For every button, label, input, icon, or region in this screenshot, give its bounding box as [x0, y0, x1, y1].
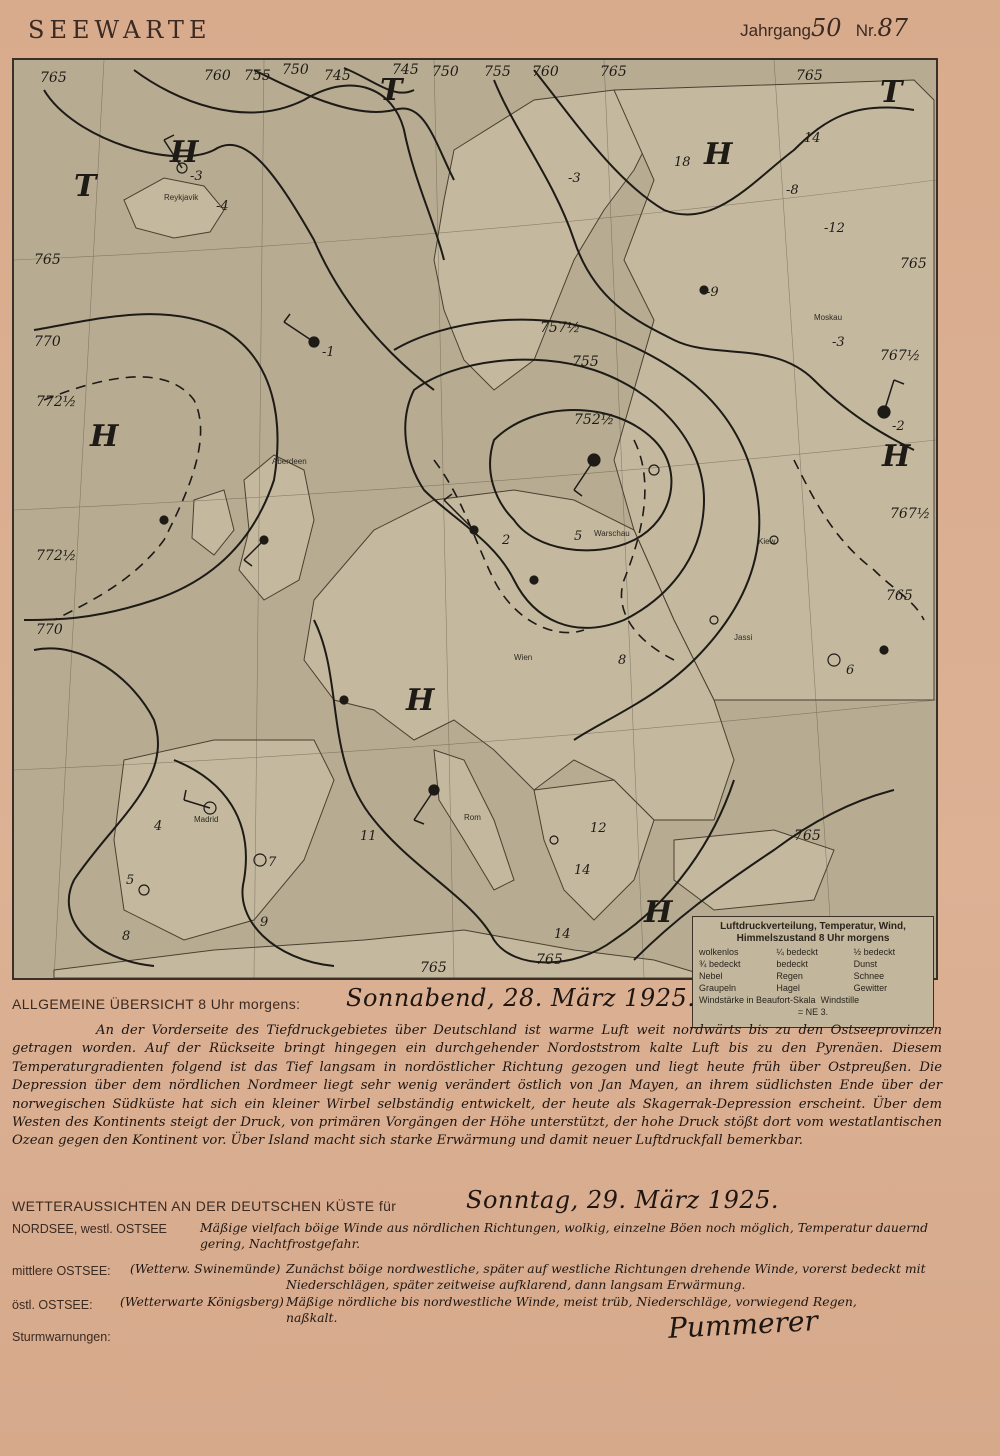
temperature: -8	[786, 183, 799, 198]
station-name: Kiew	[758, 537, 776, 546]
temperature: -4	[216, 199, 229, 214]
mittlere-ostsee-label: mittlere OSTSEE:	[12, 1264, 111, 1278]
isobar-label: 765	[536, 952, 563, 968]
overview-text: An der Vorderseite des Tiefdruckgebietes über Deutschland ist warme Luft weit nordwärts bis zu den Ostseeprovinzen getragen worden. Auf der Rückseite bringt hingegen ein durchgehender Nordoststrom kalte Luft bis zu den Pyrenäen. Diesem Temperaturgradienten folgend ist das Tief langsam in nordöstlicher Richtung gezogen und liegt heute früh über Ostpreußen. Die Depression über dem nördlichen Nordmeer liegt sehr wenig verändert östlich von Jan Mayen, an ihrem südlichsten Ende über der norwegischen Südküste hat sich ein kleiner Wirbel selbständig entwickelt, der heute als Skagerrak-Depression erscheint. Über dem Westen des Kontinents steigt der Druck, von primären Vorgängen der Höhe unterstützt, der hohe Druck stößt dort vom westatlantischen Ozean gegen den Kontinent vor. Über Island macht sich starke Erwärmung und damit neuer Luftdruckfall bemerkbar.	[12, 1023, 942, 1149]
nr-label: Nr.	[855, 21, 878, 40]
legend-item: Gewitter	[853, 983, 888, 993]
station-name: Madrid	[194, 815, 219, 824]
forecast-date: Sonntag, 29. März 1925.	[466, 1186, 780, 1214]
temperature: -3	[190, 169, 203, 184]
isobar-label: 750	[282, 62, 309, 78]
mittlere-source: (Wetterw. Swinemünde)	[130, 1261, 281, 1276]
isobar-label: 755	[484, 64, 511, 80]
temperature: 8	[618, 653, 627, 668]
isobar-label: 752½	[574, 412, 615, 428]
mittlere-text: Zunächst böige nordwestliche, später auf westliche Richtungen drehende Winde, vorerst bedeckt mit Niederschlägen, später zeitweise aufklarend, dann langsam Erwärmung.	[286, 1261, 926, 1292]
overview-heading: ALLGEMEINE ÜBERSICHT 8 Uhr morgens:	[12, 996, 301, 1012]
overview-date: Sonnabend, 28. März 1925.	[346, 984, 696, 1012]
isobar-label: 765	[40, 70, 67, 86]
isobar-label: 765	[886, 588, 913, 604]
isobar-label: 765	[600, 64, 627, 80]
pressure-center: H	[644, 895, 673, 930]
legend-item: bedeckt	[776, 959, 808, 969]
station-marker	[340, 696, 348, 704]
station-marker	[880, 646, 888, 654]
temperature: -3	[568, 171, 581, 186]
forecast-heading: WETTERAUSSICHTEN AN DER DEUTSCHEN KÜSTE für	[12, 1198, 397, 1214]
nr-value: 87	[877, 14, 908, 42]
station-marker	[530, 576, 538, 584]
isobar-label: 750	[432, 64, 459, 80]
legend-item: ¼ bedeckt	[776, 947, 818, 957]
legend-wind-scale: Windstärke in Beaufort-Skala	[699, 995, 816, 1005]
issue-info	[740, 14, 908, 42]
legend-item: ½ bedeckt	[853, 947, 896, 957]
legend-item: Regen	[776, 971, 803, 981]
temperature: 4	[154, 819, 163, 834]
temperature: 11	[360, 829, 377, 844]
temperature: -1	[322, 345, 335, 360]
pressure-center: H	[704, 137, 733, 172]
isobar-label: 765	[796, 68, 823, 84]
isobar-label: 770	[34, 334, 61, 350]
nordsee-text: Mäßige vielfach böige Winde aus nördlichen Richtungen, wolkig, einzelne Böen noch möglich, Temperatur dauernd gering, Nachtfrostgefahr.	[200, 1220, 929, 1251]
oestl-source: (Wetterwarte Königsberg)	[120, 1294, 284, 1309]
isobar-label: 757½	[540, 320, 581, 336]
temperature: 14	[554, 927, 571, 942]
temperature: -9	[706, 285, 719, 300]
temperature: -3	[832, 335, 845, 350]
nordsee-label: NORDSEE, westl. OSTSEE	[12, 1222, 167, 1236]
temperature: 5	[574, 529, 583, 544]
station-name: Reykjavik	[164, 193, 199, 202]
isobar-label: 767½	[880, 348, 921, 364]
legend-item: Dunst	[853, 959, 878, 969]
isobar-label: 745	[324, 68, 351, 84]
oestl-text: Mäßige nördliche bis nordwestliche Winde, meist trüb, Niederschläge, vorwiegend Regen, naßkalt.	[286, 1294, 857, 1325]
temperature: 12	[590, 821, 607, 836]
legend-item: Graupeln	[699, 983, 737, 993]
temperature: 8	[122, 929, 131, 944]
pressure-center: T	[380, 73, 403, 108]
temperature: 14	[574, 863, 591, 878]
station-name: Warschau	[594, 529, 630, 538]
station-name: Jassi	[734, 633, 753, 642]
pressure-center: T	[880, 75, 903, 110]
legend-calm: Windstille	[820, 995, 860, 1005]
pressure-center: H	[170, 135, 199, 170]
temperature: 6	[846, 663, 855, 678]
isobar-label: 770	[36, 622, 63, 638]
station-marker	[160, 516, 168, 524]
jahrgang-value: 50	[811, 14, 842, 42]
isobar-label: 765	[420, 960, 447, 976]
temperature: 2	[502, 533, 511, 548]
station-name: Rom	[464, 813, 481, 822]
signature: Pummerer	[667, 1304, 819, 1345]
masthead-title: SEEWARTE	[28, 16, 212, 44]
temperature: -12	[824, 221, 845, 236]
isobar-label: 765	[794, 828, 821, 844]
pressure-center: H	[882, 439, 911, 474]
temperature: 18	[674, 155, 691, 170]
isobar-label: 745	[392, 62, 419, 78]
legend-item: ¾ bedeckt	[699, 959, 741, 969]
legend-item: Hagel	[776, 983, 800, 993]
isobar-label: 765	[900, 256, 927, 272]
station-name: Moskau	[814, 313, 843, 322]
oestl-ostsee-label: östl. OSTSEE:	[12, 1298, 93, 1312]
isobar-label: 760	[532, 64, 559, 80]
legend-title: Luftdruckverteilung, Temperatur, Wind, Himmelszustand 8 Uhr morgens	[720, 921, 906, 944]
isobar-label: 772½	[36, 548, 77, 564]
isobar-label: 772½	[36, 394, 77, 410]
pressure-center: T	[74, 169, 97, 204]
legend-example: = NE 3.	[797, 1007, 829, 1017]
jahrgang-label: Jahrgang	[740, 21, 811, 40]
temperature: -2	[892, 419, 905, 434]
pressure-center: H	[406, 683, 435, 718]
sturmwarnungen-label: Sturmwarnungen:	[12, 1330, 111, 1344]
isobar-label: 765	[34, 252, 61, 268]
weather-map-canvas	[14, 60, 936, 978]
legend-item: Nebel	[699, 971, 723, 981]
isobar-label: 760	[204, 68, 231, 84]
temperature: 7	[268, 855, 277, 870]
temperature: 5	[126, 873, 135, 888]
temperature: 9	[260, 915, 269, 930]
pressure-center: H	[90, 419, 119, 454]
isobar-label: 755	[244, 68, 271, 84]
legend-item: Schnee	[853, 971, 885, 981]
isobar-label: 755	[572, 354, 599, 370]
isobar-label: 767½	[890, 506, 931, 522]
station-name: Wien	[514, 653, 533, 662]
map-legend	[692, 916, 934, 1028]
station-name: Aberdeen	[272, 457, 307, 466]
legend-item: wolkenlos	[699, 947, 739, 957]
temperature: 14	[804, 131, 821, 146]
